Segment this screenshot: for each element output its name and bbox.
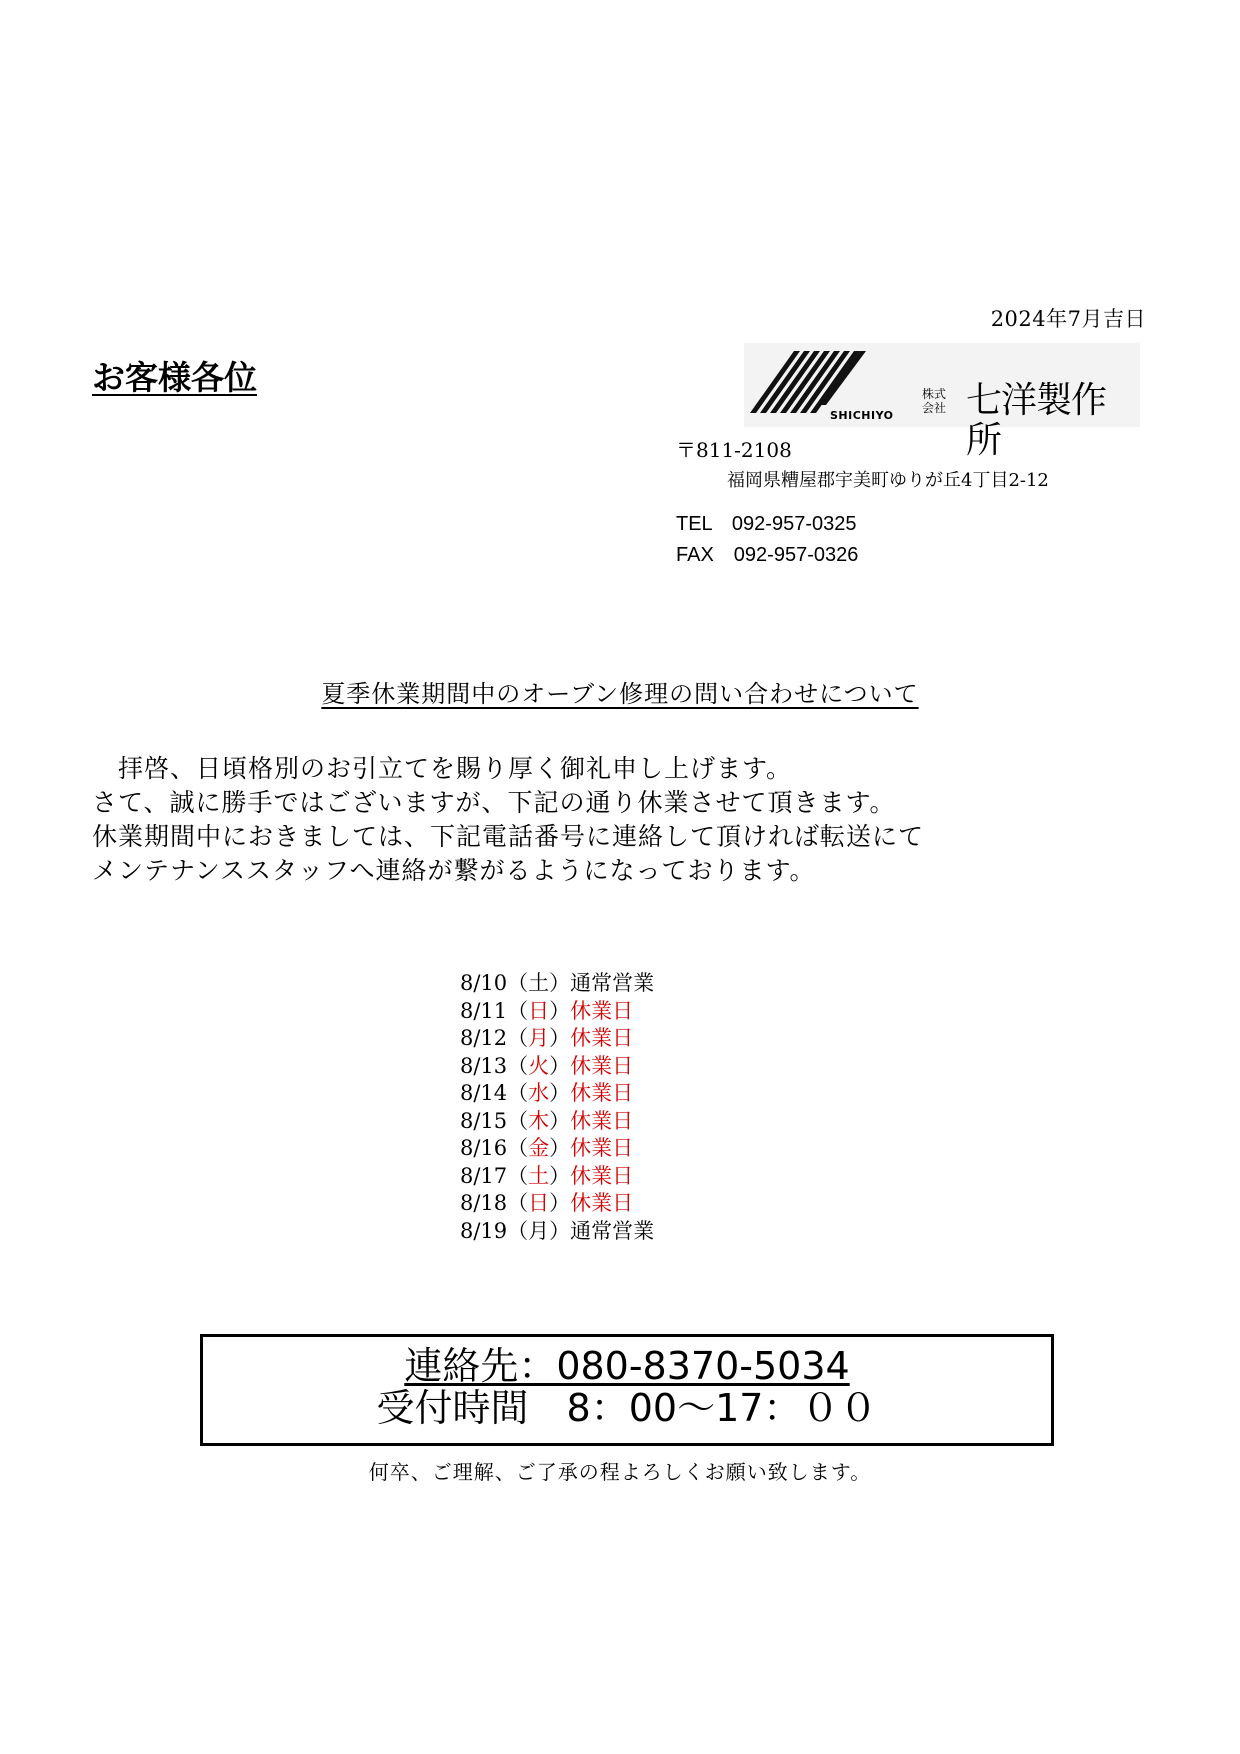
schedule-row: 8/19（月）通常営業 [460,1218,655,1243]
schedule-date: 8/12 [460,1026,508,1050]
schedule-day: 月 [528,1026,550,1050]
schedule-row: 8/18（日）休業日 [460,1191,634,1215]
schedule-status: 通常営業 [570,971,655,995]
schedule-row: 8/16（金）休業日 [460,1136,634,1160]
schedule-status: 通常営業 [570,1218,655,1243]
schedule-status: 休業日 [570,1026,634,1050]
schedule-day: 金 [528,1136,550,1160]
schedule-date: 8/18 [460,1191,508,1215]
fax-number: FAX 092-957-0326 [676,544,859,566]
contact-box [200,1334,1054,1446]
schedule-row: 8/13（火）休業日 [460,1053,634,1078]
postal-code: 〒811-2108 [676,438,792,462]
schedule-date: 8/19 [460,1218,508,1243]
schedule-status: 休業日 [570,1191,634,1215]
schedule-status: 休業日 [570,1108,634,1133]
schedule-row: 8/15（木）休業日 [460,1108,634,1133]
schedule-row: 8/12（月）休業日 [460,1026,634,1050]
schedule-status: 休業日 [570,1053,634,1078]
schedule-row: 8/11（日）休業日 [460,998,634,1023]
schedule-day: 日 [528,1191,550,1215]
schedule-day: 土 [528,1163,550,1188]
logo-mark-text: SHICHIYO [830,409,894,422]
company-logo [744,343,1140,461]
schedule-status: 休業日 [570,1136,634,1160]
schedule-day: 木 [528,1108,550,1133]
body-line: メンテナンススタッフへ連絡が繋がるようになっております。 [92,856,816,885]
schedule-row: 8/10（土）通常営業 [460,971,655,995]
schedule-date: 8/10 [460,971,508,995]
kabushiki-kaisha-label: 株式 会社 [922,387,947,415]
issue-date: 2024年7月吉日 [990,307,1146,331]
schedule-date: 8/11 [460,998,508,1023]
body-line: さて、誠に勝手ではございますが、下記の通り休業させて頂きます。 [92,788,896,817]
schedule-date: 8/16 [460,1136,508,1160]
body-line: 拝啓、日頃格別のお引立てを賜り厚く御礼申し上げます。 [92,754,793,783]
sender-address: 福岡県糟屋郡宇美町ゆりが丘4丁目2-12 [727,470,1049,491]
reception-hours: 受付時間 8：00～17：００ [376,1386,878,1430]
schedule-date: 8/14 [460,1081,508,1105]
schedule-row: 8/17（土）休業日 [460,1163,634,1188]
tel-number: TEL 092-957-0325 [676,513,857,535]
schedule-status: 休業日 [570,998,634,1023]
subject-heading: 夏季休業期間中のオーブン修理の問い合わせについて [321,680,919,708]
company-name: 七洋製作所 [966,380,1107,461]
holiday-schedule [460,970,654,1245]
schedule-day: 火 [528,1053,550,1078]
schedule-date: 8/13 [460,1053,508,1078]
schedule-date: 8/15 [460,1108,508,1133]
contact-phone: 連絡先：080-8370-5034 [404,1344,850,1388]
schedule-row: 8/14（水）休業日 [460,1081,634,1105]
recipient-heading: お客様各位 [92,358,257,397]
schedule-day: 月 [528,1218,550,1243]
schedule-day: 日 [528,998,550,1023]
closing-remark: 何卒、ご理解、ご了承の程よろしくお願い致します。 [368,1460,872,1484]
schedule-status: 休業日 [570,1163,634,1188]
body-paragraph [92,752,924,888]
schedule-day: 土 [528,971,550,995]
schedule-status: 休業日 [570,1081,634,1105]
body-line: 休業期間中におきましては、下記電話番号に連絡して頂ければ転送にて [92,822,925,851]
schedule-day: 水 [528,1081,550,1105]
schedule-date: 8/17 [460,1163,508,1188]
